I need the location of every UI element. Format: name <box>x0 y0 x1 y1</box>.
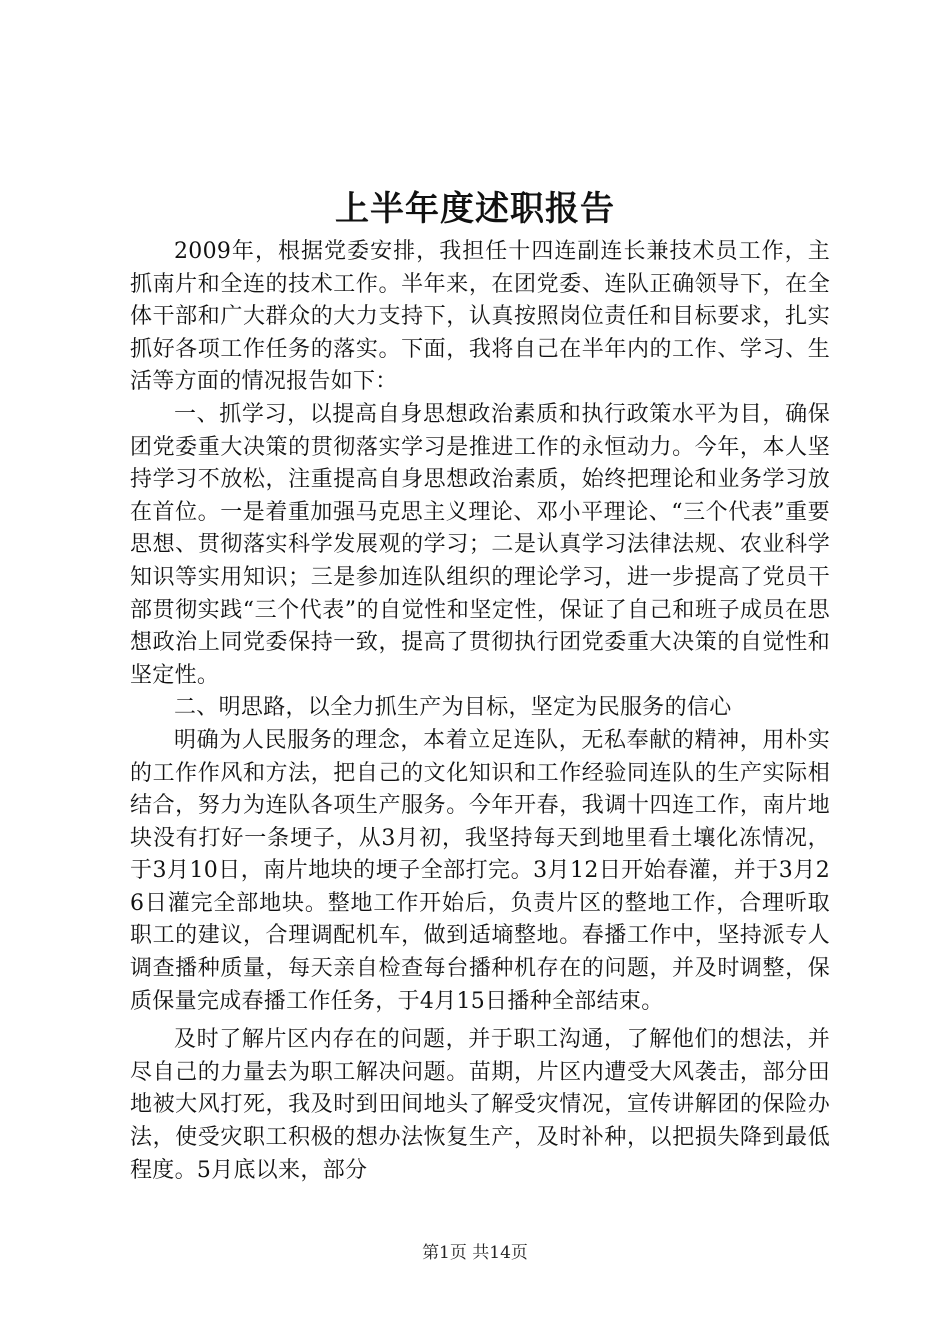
paragraph-problems: 及时了解片区内存在的问题，并于职工沟通，了解他们的想法，并尽自己的力量去为职工解决问题。苗期，片区内遭受大风袭击，部分田地被大风打死，我及时到田间地头了解受灾情况，宣传讲解团的保险办法，使受灾职工积极的想办法恢复生产，及时补种，以把损失降到最低程度。5月底以来，部分 <box>130 1027 830 1183</box>
paragraph-service: 明确为人民服务的理念，本着立足连队，无私奉献的精神，用朴实的工作作风和方法，把自己的文化知识和工作经验同连队的生产实际相结合，努力为连队各项生产服务。今年开春，我调十四连工作，南片地块没有打好一条埂子，从3月初，我坚持每天到地里看土壤化冻情况，于3月10日，南片地块的埂子全部打完。3月12日开始春灌，并于3月26日灌完全部地块。整地工作开始后，负责片区的整地工作，合理听取职工的建议，合理调配机车，做到适墒整地。春播工作中，坚持派专人调查播种质量，每天亲自检查每台播种机存在的问题，并及时调整，保质保量完成春播工作任务，于4月15日播种全部结束。 <box>130 727 830 1014</box>
paragraph-study: 一、抓学习，以提高自身思想政治素质和执行政策水平为目，确保团党委重大决策的贯彻落实学习是推进工作的永恒动力。今年，本人坚持学习不放松，注重提高自身思想政治素质，始终把理论和业务学习放在首位。一是着重加强马克思主义理论、邓小平理论、“三个代表”重要思想、贯彻落实科学发展观的学习；二是认真学习法律法规、农业科学知识等实用知识；三是参加连队组织的理论学习，进一步提高了党员干部贯彻实践“三个代表”的自觉性和坚定性，保证了自己和班子成员在思想政治上同党委保持一致，提高了贯彻执行团党委重大决策的自觉性和坚定性。 <box>130 401 830 688</box>
paragraph-intro: 2009年，根据党委安排，我担任十四连副连长兼技术员工作，主抓南片和全连的技术工作。半年来，在团党委、连队正确领导下，在全体干部和广大群众的大力支持下，认真按照岗位责任和目标要求，扎实抓好各项工作任务的落实。下面，我将自己在半年内的工作、学习、生活等方面的情况报告如下： <box>130 239 830 395</box>
page-number-footer: 第1页 共14页 <box>422 1243 528 1263</box>
paragraph-heading-thinking: 二、明思路，以全力抓生产为目标，坚定为民服务的信心 <box>174 695 732 721</box>
document-body <box>130 236 830 1187</box>
document-title: 上半年度述职报告 <box>335 189 615 229</box>
